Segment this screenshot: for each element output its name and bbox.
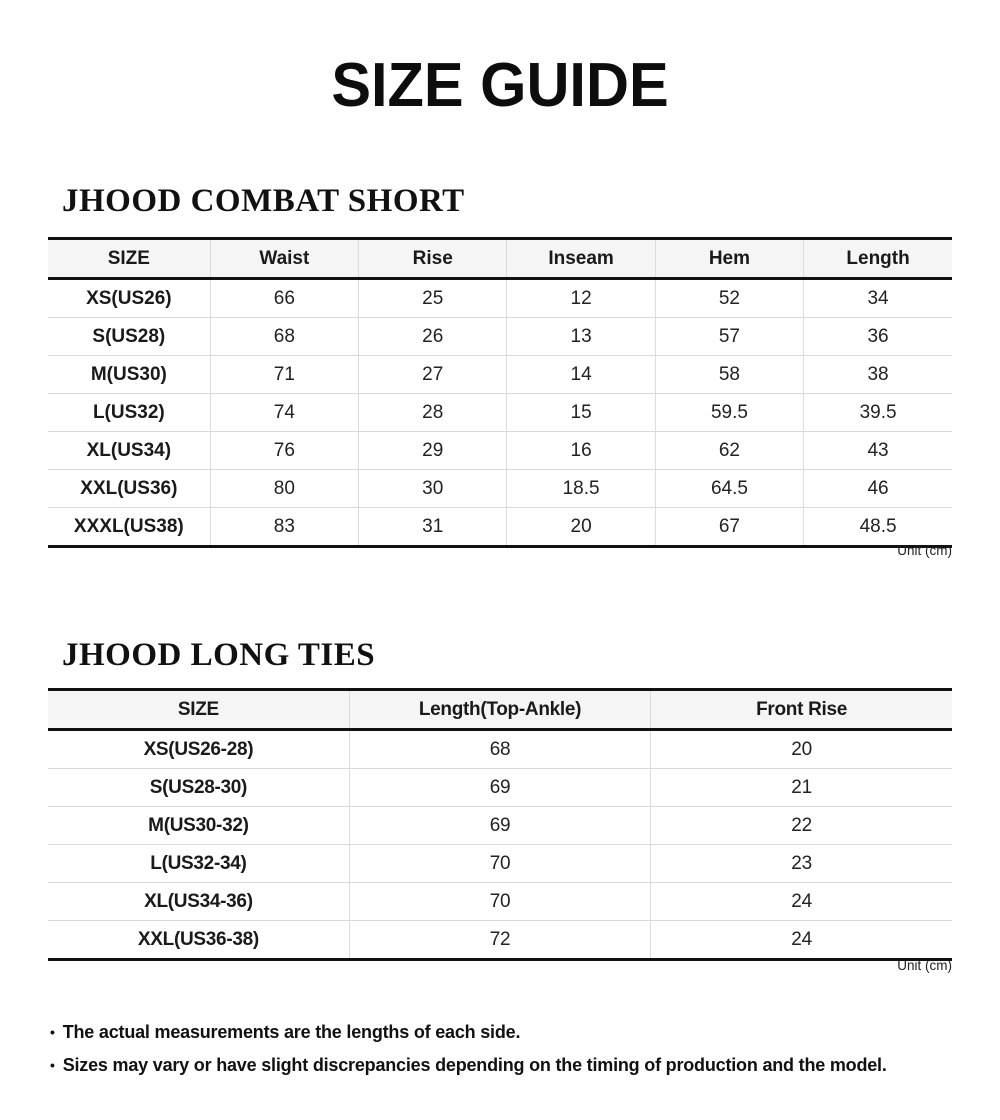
size-cell: M(US30) bbox=[48, 356, 210, 394]
measurement-cell: 76 bbox=[210, 432, 358, 470]
measurement-cell: 26 bbox=[359, 318, 507, 356]
measurement-cell: 21 bbox=[651, 769, 952, 807]
size-cell: XXL(US36-38) bbox=[48, 921, 349, 960]
measurement-cell: 67 bbox=[655, 508, 803, 547]
notes-list bbox=[50, 1016, 960, 1082]
measurement-cell: 16 bbox=[507, 432, 655, 470]
measurement-cell: 66 bbox=[210, 279, 358, 318]
column-header: SIZE bbox=[48, 239, 210, 279]
measurement-cell: 22 bbox=[651, 807, 952, 845]
measurement-cell: 70 bbox=[349, 845, 650, 883]
table-row bbox=[48, 356, 952, 394]
table-row bbox=[48, 769, 952, 807]
measurement-cell: 72 bbox=[349, 921, 650, 960]
measurement-cell: 80 bbox=[210, 470, 358, 508]
measurement-cell: 83 bbox=[210, 508, 358, 547]
table-row bbox=[48, 921, 952, 960]
measurement-cell: 20 bbox=[651, 730, 952, 769]
note-item: • Sizes may vary or have slight discrepancies depending on the timing of production and the model. bbox=[50, 1049, 960, 1082]
size-cell: XL(US34-36) bbox=[48, 883, 349, 921]
column-header: Inseam bbox=[507, 239, 655, 279]
measurement-cell: 36 bbox=[804, 318, 952, 356]
long-ties-heading: JHOOD LONG TIES bbox=[62, 637, 376, 673]
measurement-cell: 68 bbox=[349, 730, 650, 769]
table-row bbox=[48, 318, 952, 356]
measurement-cell: 74 bbox=[210, 394, 358, 432]
measurement-cell: 69 bbox=[349, 807, 650, 845]
size-cell: XS(US26) bbox=[48, 279, 210, 318]
measurement-cell: 29 bbox=[359, 432, 507, 470]
size-cell: L(US32-34) bbox=[48, 845, 349, 883]
measurement-cell: 12 bbox=[507, 279, 655, 318]
measurement-cell: 43 bbox=[804, 432, 952, 470]
table-row bbox=[48, 845, 952, 883]
measurement-cell: 25 bbox=[359, 279, 507, 318]
table-header bbox=[48, 690, 952, 730]
table-row bbox=[48, 807, 952, 845]
size-cell: L(US32) bbox=[48, 394, 210, 432]
measurement-cell: 27 bbox=[359, 356, 507, 394]
measurement-cell: 58 bbox=[655, 356, 803, 394]
table-row bbox=[48, 508, 952, 547]
measurement-cell: 24 bbox=[651, 921, 952, 960]
measurement-cell: 70 bbox=[349, 883, 650, 921]
measurement-cell: 46 bbox=[804, 470, 952, 508]
note-item: • The actual measurements are the lengths of each side. bbox=[50, 1016, 960, 1049]
table-row bbox=[48, 394, 952, 432]
measurement-cell: 34 bbox=[804, 279, 952, 318]
unit-label: Unit (cm) bbox=[897, 543, 952, 558]
measurement-cell: 13 bbox=[507, 318, 655, 356]
column-header: SIZE bbox=[48, 690, 349, 730]
column-header: Waist bbox=[210, 239, 358, 279]
long-ties-size-table bbox=[48, 688, 952, 961]
combat-short-size-table bbox=[48, 237, 952, 548]
measurement-cell: 62 bbox=[655, 432, 803, 470]
size-cell: XXXL(US38) bbox=[48, 508, 210, 547]
measurement-cell: 69 bbox=[349, 769, 650, 807]
measurement-cell: 57 bbox=[655, 318, 803, 356]
column-header: Front Rise bbox=[651, 690, 952, 730]
table-row bbox=[48, 883, 952, 921]
table-header bbox=[48, 239, 952, 279]
size-cell: XS(US26-28) bbox=[48, 730, 349, 769]
measurement-cell: 48.5 bbox=[804, 508, 952, 547]
measurement-cell: 31 bbox=[359, 508, 507, 547]
column-header: Length bbox=[804, 239, 952, 279]
page-title: SIZE GUIDE bbox=[331, 51, 669, 120]
combat-short-heading: JHOOD COMBAT SHORT bbox=[62, 183, 465, 219]
measurement-cell: 24 bbox=[651, 883, 952, 921]
measurement-cell: 15 bbox=[507, 394, 655, 432]
size-cell: XXL(US36) bbox=[48, 470, 210, 508]
measurement-cell: 64.5 bbox=[655, 470, 803, 508]
measurement-cell: 39.5 bbox=[804, 394, 952, 432]
measurement-cell: 20 bbox=[507, 508, 655, 547]
measurement-cell: 30 bbox=[359, 470, 507, 508]
column-header: Rise bbox=[359, 239, 507, 279]
measurement-cell: 52 bbox=[655, 279, 803, 318]
measurement-cell: 18.5 bbox=[507, 470, 655, 508]
measurement-cell: 38 bbox=[804, 356, 952, 394]
measurement-cell: 28 bbox=[359, 394, 507, 432]
unit-label: Unit (cm) bbox=[897, 958, 952, 973]
measurement-cell: 59.5 bbox=[655, 394, 803, 432]
measurement-cell: 71 bbox=[210, 356, 358, 394]
column-header: Hem bbox=[655, 239, 803, 279]
table-row bbox=[48, 730, 952, 769]
measurement-cell: 23 bbox=[651, 845, 952, 883]
measurement-cell: 68 bbox=[210, 318, 358, 356]
table-row bbox=[48, 470, 952, 508]
size-cell: XL(US34) bbox=[48, 432, 210, 470]
table-row bbox=[48, 279, 952, 318]
size-cell: M(US30-32) bbox=[48, 807, 349, 845]
measurement-cell: 14 bbox=[507, 356, 655, 394]
size-cell: S(US28-30) bbox=[48, 769, 349, 807]
size-cell: S(US28) bbox=[48, 318, 210, 356]
column-header: Length(Top-Ankle) bbox=[349, 690, 650, 730]
table-row bbox=[48, 432, 952, 470]
